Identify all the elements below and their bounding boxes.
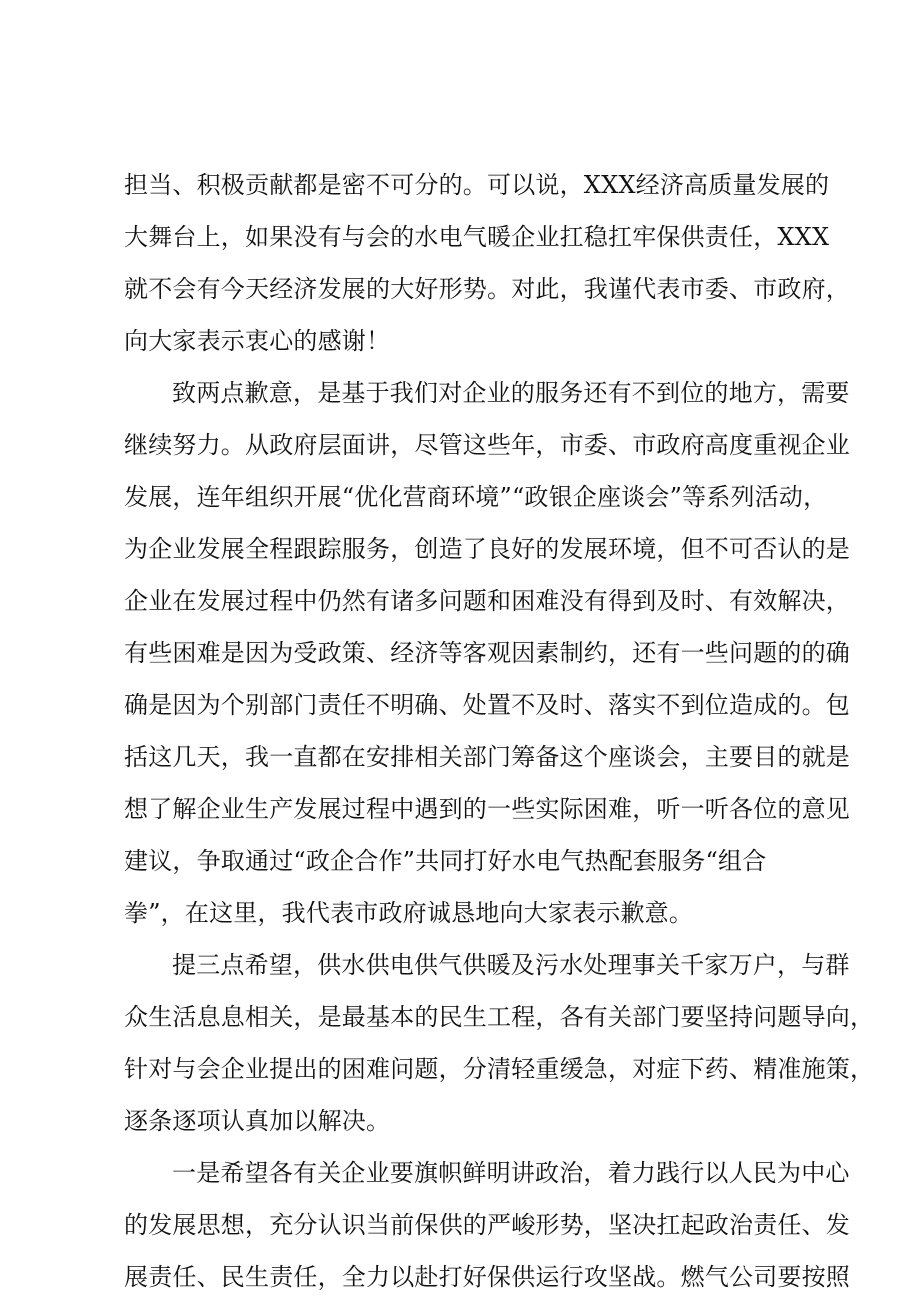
text-line: 针对与会企业提出的困难问题，分清轻重缓急，对症下药、精准施策， xyxy=(124,1055,875,1083)
text-line: 发展，连年组织开展“优化营商环境”“政银企座谈会”等系列活动， xyxy=(124,483,828,511)
paragraph-first-line: 致两点歉意，是基于我们对企业的服务还有不到位的地方，需要 xyxy=(172,379,850,407)
text-line: 的发展思想，充分认识当前保供的严峻形势，坚决扛起政治责任、发 xyxy=(124,1211,850,1239)
text-line: 想了解企业生产发展过程中遇到的一些实际困难，听一听各位的意见 xyxy=(124,795,850,823)
text-line: 括这几天，我一直都在安排相关部门筹备这个座谈会，主要目的就是 xyxy=(124,743,850,771)
text-line: 担当、积极贡献都是密不可分的。可以说，XXX经济高质量发展的 xyxy=(124,171,830,199)
text-line: 确是因为个别部门责任不明确、处置不及时、落实不到位造成的。包 xyxy=(124,691,850,719)
text-line: 逐条逐项认真加以解决。 xyxy=(124,1107,391,1135)
text-line: 展责任、民生责任，全力以赴打好保供运行攻坚战。燃气公司要按照 xyxy=(124,1263,850,1291)
text-line: 众生活息息相关，是最基本的民生工程，各有关部门要坚持问题导向， xyxy=(124,1003,875,1031)
text-line: 就不会有今天经济发展的大好形势。对此，我谨代表市委、市政府， xyxy=(124,275,850,303)
text-line: 企业在发展过程中仍然有诸多问题和困难没有得到及时、有效解决， xyxy=(124,587,850,615)
text-line: 拳”，在这里，我代表市政府诚恳地向大家表示歉意。 xyxy=(124,899,694,927)
text-line: 建议，争取通过“政企合作”共同打好水电气热配套服务“组合 xyxy=(124,847,767,875)
text-line: 继续努力。从政府层面讲，尽管这些年，市委、市政府高度重视企业 xyxy=(124,431,850,459)
text-line: 为企业发展全程跟踪服务，创造了良好的发展环境，但不可否认的是 xyxy=(124,535,850,563)
paragraph-first-line: 一是希望各有关企业要旗帜鲜明讲政治，着力践行以人民为中心 xyxy=(172,1159,850,1187)
text-line: 大舞台上，如果没有与会的水电气暖企业扛稳扛牢保供责任，XXX xyxy=(124,223,830,251)
text-line: 向大家表示衷心的感谢！ xyxy=(124,327,391,355)
text-line: 有些困难是因为受政策、经济等客观因素制约，还有一些问题的的确 xyxy=(124,639,850,667)
paragraph-first-line: 提三点希望，供水供电供气供暖及污水处理事关千家万户，与群 xyxy=(172,951,850,979)
